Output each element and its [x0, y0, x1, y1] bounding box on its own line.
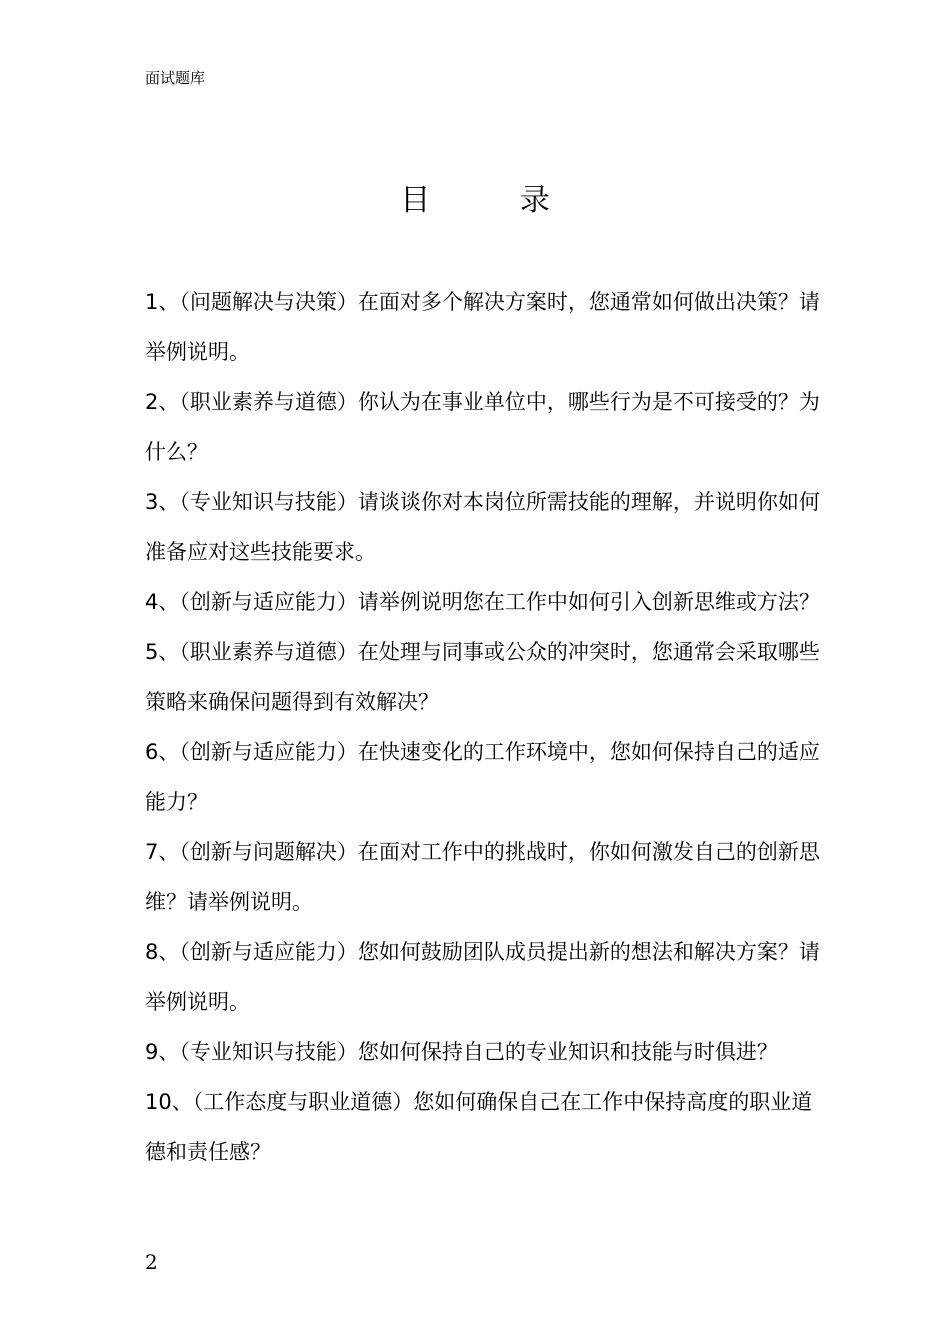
toc-item-2 — [145, 377, 825, 477]
toc-item-index: 1、 — [145, 290, 180, 314]
toc-item-index: 4、 — [145, 590, 180, 614]
toc-item-1 — [145, 277, 825, 377]
toc-item-index: 7、 — [145, 840, 180, 864]
toc-item-8 — [145, 927, 825, 1027]
toc-item-text: （问题解决与决策）在面对多个解决方案时，您通常如何做出决策？请举例说明。 — [145, 290, 820, 364]
toc-item-text: （创新与适应能力）您如何鼓励团队成员提出新的想法和解决方案？请举例说明。 — [145, 940, 820, 1014]
toc-item-4 — [145, 577, 825, 627]
toc-item-6 — [145, 727, 825, 827]
toc-item-text: （职业素养与道德）在处理与同事或公众的冲突时，您通常会采取哪些策略来确保问题得到有效解决？ — [145, 640, 820, 714]
toc-item-text: （职业素养与道德）你认为在事业单位中，哪些行为是不可接受的？为什么？ — [145, 390, 820, 464]
toc-item-index: 6、 — [145, 740, 180, 764]
toc-item-5 — [145, 627, 825, 727]
table-of-contents — [145, 277, 825, 1177]
toc-item-index: 2、 — [145, 390, 180, 414]
toc-item-text: （专业知识与技能）请谈谈你对本岗位所需技能的理解，并说明你如何准备应对这些技能要求。 — [145, 490, 820, 564]
toc-item-7 — [145, 827, 825, 927]
toc-item-3 — [145, 477, 825, 577]
toc-item-text: （创新与适应能力）在快速变化的工作环境中，您如何保持自己的适应能力？ — [145, 740, 820, 814]
toc-item-text: （创新与问题解决）在面对工作中的挑战时，你如何激发自己的创新思维？请举例说明。 — [145, 840, 820, 914]
toc-item-index: 10、 — [145, 1090, 193, 1114]
toc-item-index: 3、 — [145, 490, 180, 514]
toc-item-text: （创新与适应能力）请举例说明您在工作中如何引入创新思维或方法？ — [179, 590, 820, 614]
page-header: 面试题库 — [145, 69, 206, 87]
toc-item-9 — [145, 1027, 825, 1077]
toc-item-text: （专业知识与技能）您如何保持自己的专业知识和技能与时俱进？ — [179, 1040, 778, 1064]
page-number: 2 — [145, 1250, 158, 1274]
toc-item-index: 9、 — [145, 1040, 180, 1064]
toc-item-index: 5、 — [145, 640, 180, 664]
toc-item-10 — [145, 1077, 825, 1177]
toc-item-text: （工作态度与职业道德）您如何确保自己在工作中保持高度的职业道德和责任感？ — [145, 1090, 813, 1164]
page-title: 目 录 — [400, 183, 590, 218]
toc-item-index: 8、 — [145, 940, 180, 964]
